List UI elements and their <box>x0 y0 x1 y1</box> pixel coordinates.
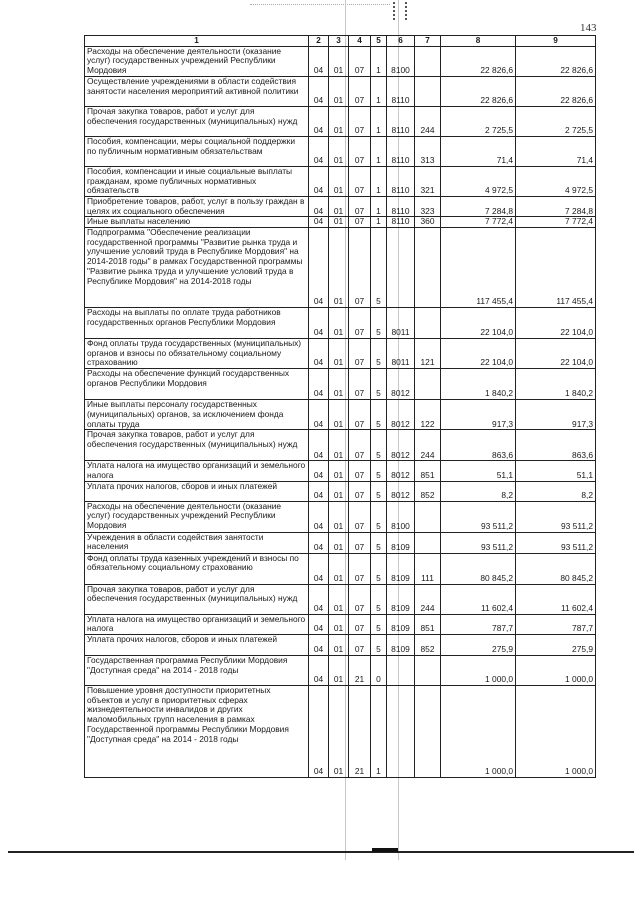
cell-col-9: 22 826,6 <box>516 76 596 106</box>
table-row <box>85 430 596 461</box>
table-row <box>85 635 596 656</box>
cell-col-2: 04 <box>309 635 329 656</box>
cell-col-9: 22 104,0 <box>516 339 596 369</box>
scan-dots <box>250 4 390 6</box>
cell-col-6: 8109 <box>387 532 415 553</box>
cell-col-9: 4 972,5 <box>516 166 596 196</box>
cell-col-7 <box>415 46 441 76</box>
cell-col-9: 275,9 <box>516 635 596 656</box>
cell-col-6: 8109 <box>387 635 415 656</box>
cell-col-5: 5 <box>371 584 387 614</box>
row-name: Уплата налога на имущество организаций и земельного налога <box>85 461 309 481</box>
cell-col-2: 04 <box>309 656 329 686</box>
cell-col-7: 851 <box>415 614 441 634</box>
cell-col-2: 04 <box>309 686 329 778</box>
table-row <box>85 656 596 686</box>
cell-col-3: 01 <box>329 584 349 614</box>
cell-col-3: 01 <box>329 430 349 461</box>
budget-table <box>84 35 596 778</box>
cell-col-3: 01 <box>329 461 349 481</box>
cell-col-9: 71,4 <box>516 136 596 166</box>
cell-col-3: 01 <box>329 76 349 106</box>
cell-col-5: 1 <box>371 46 387 76</box>
cell-col-5: 5 <box>371 308 387 339</box>
cell-col-6: 8110 <box>387 76 415 106</box>
cell-col-8: 93 511,2 <box>441 501 516 532</box>
cell-col-6: 8110 <box>387 136 415 166</box>
cell-col-5: 5 <box>371 430 387 461</box>
cell-col-6: 8109 <box>387 584 415 614</box>
cell-col-3: 01 <box>329 532 349 553</box>
table-row <box>85 228 596 308</box>
col-header-3: 3 <box>329 36 349 47</box>
table-row <box>85 136 596 166</box>
cell-col-2: 04 <box>309 461 329 481</box>
cell-col-2: 04 <box>309 501 329 532</box>
cell-col-9: 11 602,4 <box>516 584 596 614</box>
row-name: Приобретение товаров, работ, услуг в пользу граждан в целях их социального обеспечения <box>85 196 309 216</box>
cell-col-6: 8110 <box>387 166 415 196</box>
cell-col-3: 01 <box>329 196 349 216</box>
cell-col-4: 07 <box>349 166 371 196</box>
cell-col-5: 0 <box>371 656 387 686</box>
cell-col-9: 80 845,2 <box>516 553 596 584</box>
cell-col-7: 244 <box>415 106 441 136</box>
cell-col-5: 1 <box>371 76 387 106</box>
table-row <box>85 46 596 76</box>
cell-col-6: 8100 <box>387 46 415 76</box>
table-row <box>85 614 596 634</box>
row-name: Повышение уровня доступности приоритетных объектов и услуг в приоритетных сферах жизнедеятельности инвалидов и других маломобильных групп населения в рамках Государственной программы Республики Мордовия "Доступная среда" на 2014 - 2018 годы <box>85 686 309 778</box>
table-row <box>85 339 596 369</box>
col-header-9: 9 <box>516 36 596 47</box>
cell-col-8: 22 104,0 <box>441 339 516 369</box>
cell-col-4: 07 <box>349 400 371 430</box>
cell-col-3: 01 <box>329 656 349 686</box>
cell-col-7 <box>415 686 441 778</box>
cell-col-5: 5 <box>371 532 387 553</box>
row-name: Прочая закупка товаров, работ и услуг для обеспечения государственных (муниципальных) нужд <box>85 430 309 461</box>
cell-col-9: 917,3 <box>516 400 596 430</box>
cell-col-2: 04 <box>309 76 329 106</box>
cell-col-7: 121 <box>415 339 441 369</box>
cell-col-3: 01 <box>329 106 349 136</box>
cell-col-3: 01 <box>329 217 349 228</box>
cell-col-8: 275,9 <box>441 635 516 656</box>
cell-col-8: 2 725,5 <box>441 106 516 136</box>
cell-col-6 <box>387 228 415 308</box>
cell-col-4: 07 <box>349 369 371 400</box>
cell-col-9: 787,7 <box>516 614 596 634</box>
cell-col-9: 8,2 <box>516 481 596 501</box>
cell-col-6: 8012 <box>387 400 415 430</box>
cell-col-2: 04 <box>309 136 329 166</box>
cell-col-4: 21 <box>349 656 371 686</box>
table-row <box>85 532 596 553</box>
cell-col-8: 22 826,6 <box>441 76 516 106</box>
cell-col-4: 21 <box>349 686 371 778</box>
cell-col-3: 01 <box>329 481 349 501</box>
header-row <box>85 36 596 47</box>
row-name: Иные выплаты персоналу государственных (муниципальных) органов, за исключением фонда оплаты труда <box>85 400 309 430</box>
cell-col-4: 07 <box>349 430 371 461</box>
row-name: Прочая закупка товаров, работ и услуг для обеспечения государственных (муниципальных) нужд <box>85 584 309 614</box>
row-name: Расходы на обеспечение функций государственных органов Республики Мордовия <box>85 369 309 400</box>
table-row <box>85 106 596 136</box>
cell-col-5: 1 <box>371 136 387 166</box>
cell-col-2: 04 <box>309 532 329 553</box>
row-name: Прочая закупка товаров, работ и услуг для обеспечения государственных (муниципальных) нужд <box>85 106 309 136</box>
cell-col-8: 787,7 <box>441 614 516 634</box>
row-name: Пособия, компенсации, меры социальной поддержки по публичным нормативным обязательствам <box>85 136 309 166</box>
cell-col-6: 8012 <box>387 461 415 481</box>
cell-col-8: 8,2 <box>441 481 516 501</box>
cell-col-9: 51,1 <box>516 461 596 481</box>
cell-col-2: 04 <box>309 339 329 369</box>
cell-col-6: 8109 <box>387 553 415 584</box>
row-name: Иные выплаты населению <box>85 217 309 228</box>
cell-col-9: 7 772,4 <box>516 217 596 228</box>
table-row <box>85 501 596 532</box>
cell-col-2: 04 <box>309 217 329 228</box>
row-name: Государственная программа Республики Мордовия "Доступная среда" на 2014 - 2018 годы <box>85 656 309 686</box>
cell-col-9: 1 000,0 <box>516 686 596 778</box>
cell-col-5: 5 <box>371 339 387 369</box>
cell-col-2: 04 <box>309 308 329 339</box>
cell-col-8: 917,3 <box>441 400 516 430</box>
cell-col-5: 5 <box>371 481 387 501</box>
table-row <box>85 400 596 430</box>
cell-col-8: 22 104,0 <box>441 308 516 339</box>
cell-col-7 <box>415 76 441 106</box>
row-name: Расходы на обеспечение деятельности (оказание услуг) государственных учреждений Республики Мордовия <box>85 46 309 76</box>
cell-col-8: 93 511,2 <box>441 532 516 553</box>
cell-col-6: 8012 <box>387 481 415 501</box>
cell-col-8: 11 602,4 <box>441 584 516 614</box>
cell-col-8: 4 972,5 <box>441 166 516 196</box>
cell-col-6: 8011 <box>387 308 415 339</box>
cell-col-4: 07 <box>349 584 371 614</box>
row-name: Подпрограмма "Обеспечение реализации государственной программы "Развитие рынка труда и улучшение условий труда в Республике Мордовия" на 2014-2018 годы" в рамках Государственной программы "Развитие рынка труда и улучшение условий труда в Республике Мордовия" на 2014-2018 годы <box>85 228 309 308</box>
cell-col-4: 07 <box>349 461 371 481</box>
cell-col-2: 04 <box>309 46 329 76</box>
cell-col-5: 5 <box>371 553 387 584</box>
table-row <box>85 196 596 216</box>
row-name: Фонд оплаты труда государственных (муниципальных) органов и взносы по обязательному социальному страхованию <box>85 339 309 369</box>
cell-col-8: 7 772,4 <box>441 217 516 228</box>
table-row <box>85 217 596 228</box>
cell-col-6: 8109 <box>387 614 415 634</box>
cell-col-5: 1 <box>371 166 387 196</box>
cell-col-6: 8011 <box>387 339 415 369</box>
cell-col-4: 07 <box>349 217 371 228</box>
cell-col-3: 01 <box>329 686 349 778</box>
cell-col-7 <box>415 501 441 532</box>
table-row <box>85 553 596 584</box>
cell-col-3: 01 <box>329 369 349 400</box>
cell-col-6: 8110 <box>387 196 415 216</box>
cell-col-4: 07 <box>349 228 371 308</box>
table-row <box>85 166 596 196</box>
cell-col-3: 01 <box>329 614 349 634</box>
table-row <box>85 461 596 481</box>
cell-col-9: 2 725,5 <box>516 106 596 136</box>
cell-col-7: 852 <box>415 481 441 501</box>
table-row <box>85 481 596 501</box>
cell-col-3: 01 <box>329 553 349 584</box>
cell-col-4: 07 <box>349 553 371 584</box>
cell-col-4: 07 <box>349 76 371 106</box>
cell-col-7: 122 <box>415 400 441 430</box>
cell-col-7: 244 <box>415 430 441 461</box>
table-row <box>85 76 596 106</box>
table-row <box>85 686 596 778</box>
cell-col-3: 01 <box>329 501 349 532</box>
table-row <box>85 584 596 614</box>
col-header-5: 5 <box>371 36 387 47</box>
cell-col-5: 5 <box>371 635 387 656</box>
cell-col-2: 04 <box>309 553 329 584</box>
cell-col-7: 360 <box>415 217 441 228</box>
cell-col-9: 93 511,2 <box>516 501 596 532</box>
cell-col-9: 863,6 <box>516 430 596 461</box>
cell-col-7: 111 <box>415 553 441 584</box>
cell-col-7: 313 <box>415 136 441 166</box>
cell-col-9: 117 455,4 <box>516 228 596 308</box>
cell-col-2: 04 <box>309 369 329 400</box>
cell-col-5: 5 <box>371 228 387 308</box>
cell-col-9: 93 511,2 <box>516 532 596 553</box>
cell-col-4: 07 <box>349 196 371 216</box>
row-name: Пособия, компенсации и иные социальные выплаты гражданам, кроме публичных нормативных обязательств <box>85 166 309 196</box>
cell-col-5: 5 <box>371 400 387 430</box>
cell-col-4: 07 <box>349 532 371 553</box>
cell-col-5: 5 <box>371 369 387 400</box>
row-name: Уплата прочих налогов, сборов и иных платежей <box>85 635 309 656</box>
row-name: Уплата прочих налогов, сборов и иных платежей <box>85 481 309 501</box>
row-name: Учреждения в области содействия занятости населения <box>85 532 309 553</box>
cell-col-2: 04 <box>309 614 329 634</box>
cell-col-3: 01 <box>329 339 349 369</box>
page-number: 143 <box>580 22 597 34</box>
row-name: Расходы на выплаты по оплате труда работников государственных органов Республики Мордовия <box>85 308 309 339</box>
cell-col-7 <box>415 369 441 400</box>
cell-col-6: 8100 <box>387 501 415 532</box>
cell-col-5: 5 <box>371 614 387 634</box>
cell-col-4: 07 <box>349 46 371 76</box>
cell-col-2: 04 <box>309 584 329 614</box>
cell-col-7: 852 <box>415 635 441 656</box>
cell-col-4: 07 <box>349 136 371 166</box>
cell-col-5: 1 <box>371 196 387 216</box>
cell-col-8: 22 826,6 <box>441 46 516 76</box>
cell-col-4: 07 <box>349 308 371 339</box>
row-name: Уплата налога на имущество организаций и земельного налога <box>85 614 309 634</box>
cell-col-2: 04 <box>309 166 329 196</box>
cell-col-4: 07 <box>349 614 371 634</box>
cell-col-6: 8110 <box>387 217 415 228</box>
cell-col-3: 01 <box>329 400 349 430</box>
cell-col-4: 07 <box>349 481 371 501</box>
cell-col-5: 5 <box>371 501 387 532</box>
cell-col-5: 5 <box>371 461 387 481</box>
cell-col-2: 04 <box>309 106 329 136</box>
cell-col-8: 80 845,2 <box>441 553 516 584</box>
col-header-8: 8 <box>441 36 516 47</box>
cell-col-2: 04 <box>309 430 329 461</box>
table-row <box>85 308 596 339</box>
col-header-6: 6 <box>387 36 415 47</box>
cell-col-7: 323 <box>415 196 441 216</box>
cell-col-8: 863,6 <box>441 430 516 461</box>
cell-col-7: 851 <box>415 461 441 481</box>
cell-col-6: 8012 <box>387 430 415 461</box>
cell-col-4: 07 <box>349 106 371 136</box>
row-name: Фонд оплаты труда казенных учреждений и взносы по обязательному социальному страхованию <box>85 553 309 584</box>
table-row <box>85 369 596 400</box>
cell-col-7 <box>415 308 441 339</box>
cell-col-9: 22 104,0 <box>516 308 596 339</box>
cell-col-8: 117 455,4 <box>441 228 516 308</box>
cell-col-4: 07 <box>349 339 371 369</box>
cell-col-2: 04 <box>309 228 329 308</box>
cell-col-9: 1 840,2 <box>516 369 596 400</box>
col-header-7: 7 <box>415 36 441 47</box>
cell-col-7 <box>415 656 441 686</box>
cell-col-3: 01 <box>329 46 349 76</box>
cell-col-3: 01 <box>329 136 349 166</box>
cell-col-9: 1 000,0 <box>516 656 596 686</box>
cell-col-7: 244 <box>415 584 441 614</box>
bottom-rule <box>8 851 634 853</box>
cell-col-6: 8110 <box>387 106 415 136</box>
cell-col-3: 01 <box>329 166 349 196</box>
cell-col-8: 1 840,2 <box>441 369 516 400</box>
binding-mark <box>393 2 407 20</box>
cell-col-7 <box>415 532 441 553</box>
cell-col-8: 1 000,0 <box>441 686 516 778</box>
cell-col-8: 51,1 <box>441 461 516 481</box>
cell-col-8: 7 284,8 <box>441 196 516 216</box>
cell-col-4: 07 <box>349 501 371 532</box>
cell-col-9: 7 284,8 <box>516 196 596 216</box>
row-name: Осуществление учреждениями в области содействия занятости населения мероприятий активной политики <box>85 76 309 106</box>
cell-col-2: 04 <box>309 481 329 501</box>
cell-col-4: 07 <box>349 635 371 656</box>
col-header-4: 4 <box>349 36 371 47</box>
cell-col-3: 01 <box>329 308 349 339</box>
scan-mark <box>372 848 398 852</box>
cell-col-3: 01 <box>329 228 349 308</box>
cell-col-8: 1 000,0 <box>441 656 516 686</box>
cell-col-2: 04 <box>309 196 329 216</box>
col-header-1: 1 <box>85 36 309 47</box>
cell-col-7: 321 <box>415 166 441 196</box>
row-name: Расходы на обеспечение деятельности (оказание услуг) государственных учреждений Республики Мордовия <box>85 501 309 532</box>
cell-col-6: 8012 <box>387 369 415 400</box>
cell-col-2: 04 <box>309 400 329 430</box>
cell-col-6 <box>387 686 415 778</box>
cell-col-3: 01 <box>329 635 349 656</box>
cell-col-5: 1 <box>371 106 387 136</box>
col-header-2: 2 <box>309 36 329 47</box>
cell-col-5: 1 <box>371 217 387 228</box>
cell-col-8: 71,4 <box>441 136 516 166</box>
cell-col-5: 1 <box>371 686 387 778</box>
cell-col-9: 22 826,6 <box>516 46 596 76</box>
cell-col-6 <box>387 656 415 686</box>
cell-col-7 <box>415 228 441 308</box>
